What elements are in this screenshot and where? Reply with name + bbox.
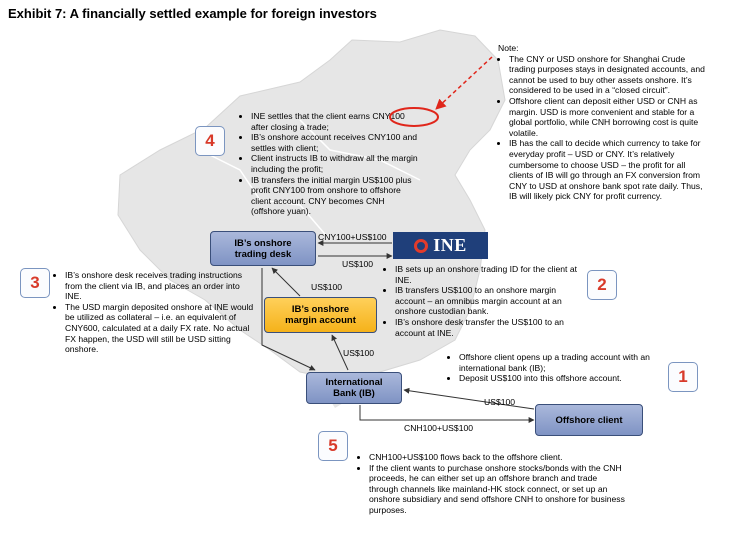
- step-2-item: • IB sets up an onshore trading ID for the client at INE.: [395, 264, 579, 285]
- step-5-item: • CNH100+US$100 flows back to the offshore client.: [369, 452, 628, 463]
- note-item: • Offshore client can deposit either USD or CNH as margin. USD is more convenient and stable for a global portfolio, while CNH borrowing cost is quite volatile.: [509, 96, 708, 138]
- step-number-3: 3: [20, 268, 50, 298]
- flow-label-usd-margin: US$100: [311, 282, 343, 292]
- flow-label-usd-desk-ine: US$100: [342, 259, 374, 269]
- note-pointer-arrow: [436, 57, 492, 109]
- arrow-margin-to-desk: [272, 268, 300, 296]
- box-onshore-trading-desk: IB’s onshore trading desk: [210, 231, 316, 266]
- step-1-item: • Deposit US$100 into this offshore account.: [459, 373, 660, 384]
- box-international-bank: International Bank (IB): [306, 372, 402, 404]
- step-number-2: 2: [587, 270, 617, 300]
- step-4-item: • IB transfers the initial margin US$100 plus profit CNY100 from onshore to offshore client account. CNY becomes CNH (offshore yuan).: [251, 175, 420, 217]
- step-5-item: • If the client wants to purchase onshore stocks/bonds with the CNH proceeds, he can either set up an offshore branch and trade through channels like mainland-HK stock connect, or set up an onshore subsidiary and send offshore CNH to onshore for business purposes.: [369, 463, 628, 516]
- flow-label-cnh-usd: CNH100+US$100: [404, 423, 474, 433]
- step-number-4: 4: [195, 126, 225, 156]
- box-onshore-margin-account: IB’s onshore margin account: [264, 297, 377, 333]
- step-2-item: • IB transfers US$100 to an onshore margin account – an omnibus margin account at an onshore custodian bank.: [395, 285, 579, 317]
- step-2-item: • IB’s onshore desk transfer the US$100 to an account at INE.: [395, 317, 579, 338]
- note-item: • IB has the call to decide which currency to take for everyday profit – USD or CNY. It’s relatively cumbersome to choose USD – the profit for all clients of IB will go through an FX conversion from CNY to USD at onshore bank spot rate daily. Thus, IB will likely pick CNY for profit currency.: [509, 138, 708, 202]
- step-1-item: • Offshore client opens up a trading account with an international bank (IB);: [459, 352, 660, 373]
- note-item: • The CNY or USD onshore for Shanghai Crude trading purposes stays in designated accounts, and cannot be used to buy other assets onshore. It’s considered to be used in a “closed circuit”.: [509, 54, 708, 96]
- flow-label-usd-ib-margin: US$100: [343, 348, 375, 358]
- exhibit-title: Exhibit 7: A financially settled example for foreign investors: [8, 6, 377, 21]
- cny100-highlight: [390, 108, 438, 126]
- step-4-item: • Client instructs IB to withdraw all the margin including the profit;: [251, 153, 420, 174]
- step-number-1: 1: [668, 362, 698, 392]
- note-heading: Note:: [498, 43, 519, 53]
- ine-logo-text: INE: [433, 235, 467, 255]
- step-4-item: • IB’s onshore account receives CNY100 and settles with client;: [251, 132, 420, 153]
- arrow-ib-to-client: [360, 405, 534, 420]
- step-4-item: • INE settles that the client earns CNY100 after closing a trade;: [251, 111, 420, 132]
- arrow-desk-to-ib: [262, 268, 315, 370]
- box-offshore-client: Offshore client: [535, 404, 643, 436]
- flow-label-usd-client: US$100: [484, 397, 516, 407]
- step-3-item: • The USD margin deposited onshore at INE would be utilized as collateral – i.e. an equivalent of CNY600, calculated at a daily FX rate. No actual FX happen, the USD will still be USD sitting onshore.: [65, 302, 254, 355]
- flow-label-cny-usd: CNY100+US$100: [318, 232, 387, 242]
- step-number-5: 5: [318, 431, 348, 461]
- step-3-item: • IB’s onshore desk receives trading instructions from the client via IB, and places an order into INE.: [65, 270, 254, 302]
